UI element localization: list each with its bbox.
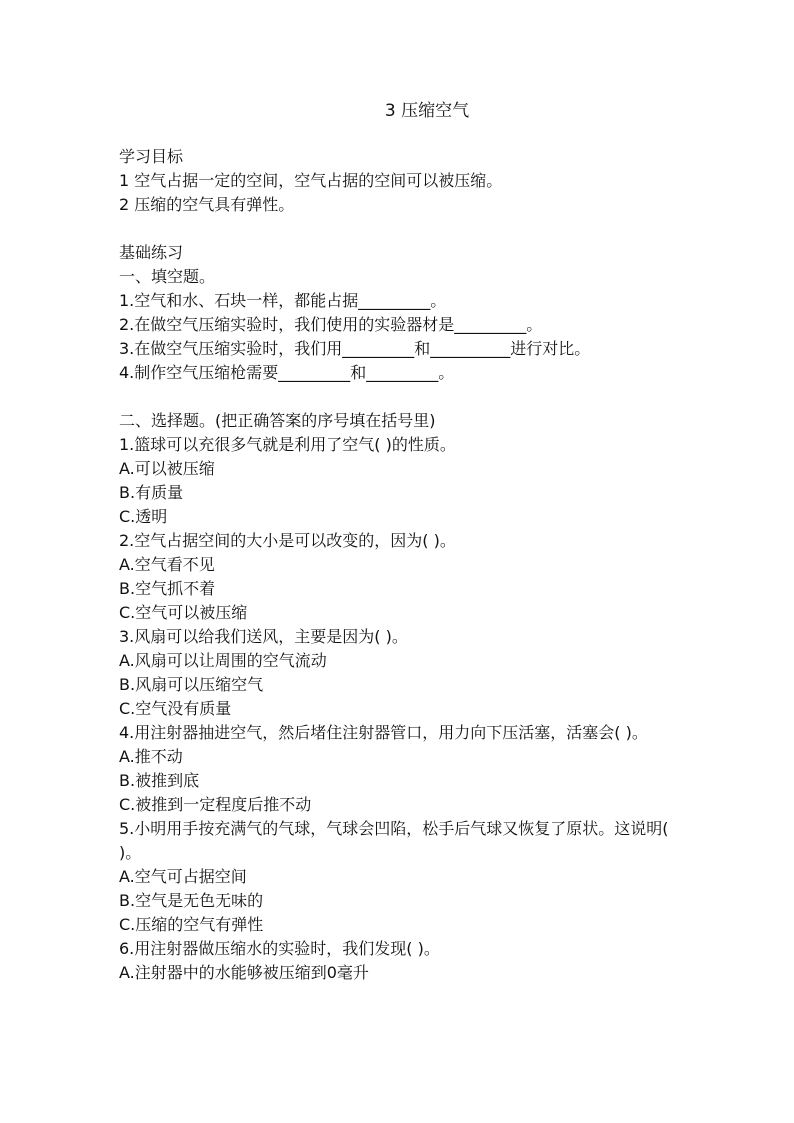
question-option: A.风扇可以让周围的空气流动 — [119, 651, 327, 670]
question-option: C.被推到一定程度后推不动 — [119, 795, 312, 814]
question-option: A.可以被压缩 — [119, 459, 215, 478]
fill-in-item: 2.在做空气压缩实验时，我们使用的实验器材是_________。 — [119, 315, 543, 334]
question-option: A.空气看不见 — [119, 555, 215, 574]
worksheet-content — [119, 145, 679, 985]
question-option: C.压缩的空气有弹性 — [119, 915, 264, 934]
question-option: A.空气可占据空间 — [119, 867, 247, 886]
question-stem: 1.篮球可以充很多气就是利用了空气( )的性质。 — [119, 435, 456, 454]
question-option: C.空气没有质量 — [119, 699, 232, 718]
question-stem: 5.小明用手按充满气的气球，气球会凹陷，松手后气球又恢复了原状。这说明( )。 — [119, 819, 669, 862]
fill-in-heading: 一、填空题。 — [119, 267, 216, 286]
question-option: C.透明 — [119, 507, 168, 526]
spacer — [119, 385, 679, 409]
question-option: B.有质量 — [119, 483, 184, 502]
question-option: B.被推到底 — [119, 771, 200, 790]
fill-in-item: 4.制作空气压缩枪需要_________和_________。 — [119, 363, 455, 382]
objective-item: 2 压缩的空气具有弹性。 — [119, 195, 295, 214]
objectives-heading: 学习目标 — [119, 147, 184, 166]
question-option: A.推不动 — [119, 747, 183, 766]
question-stem: 3.风扇可以给我们送风，主要是因为( )。 — [119, 627, 408, 646]
question-stem: 2.空气占据空间的大小是可以改变的，因为( )。 — [119, 531, 456, 550]
page-title: 3 压缩空气 — [384, 101, 470, 121]
objective-item: 1 空气占据一定的空间，空气占据的空间可以被压缩。 — [119, 171, 503, 190]
question-stem: 4.用注射器抽进空气，然后堵住注射器管口，用力向下压活塞，活塞会( )。 — [119, 723, 648, 742]
fill-in-item: 3.在做空气压缩实验时，我们用_________和__________进行对比。 — [119, 339, 591, 358]
question-option: C.空气可以被压缩 — [119, 603, 248, 622]
question-option: B.风扇可以压缩空气 — [119, 675, 264, 694]
question-option: B.空气抓不着 — [119, 579, 216, 598]
spacer — [119, 217, 679, 241]
practice-heading: 基础练习 — [119, 243, 184, 262]
question-option: A.注射器中的水能够被压缩到0毫升 — [119, 963, 369, 982]
question-stem: 6.用注射器做压缩水的实验时，我们发现( )。 — [119, 939, 440, 958]
fill-in-item: 1.空气和水、石块一样，都能占据_________。 — [119, 291, 447, 310]
choice-heading: 二、选择题。(把正确答案的序号填在括号里) — [119, 411, 436, 430]
question-option: B.空气是无色无味的 — [119, 891, 264, 910]
